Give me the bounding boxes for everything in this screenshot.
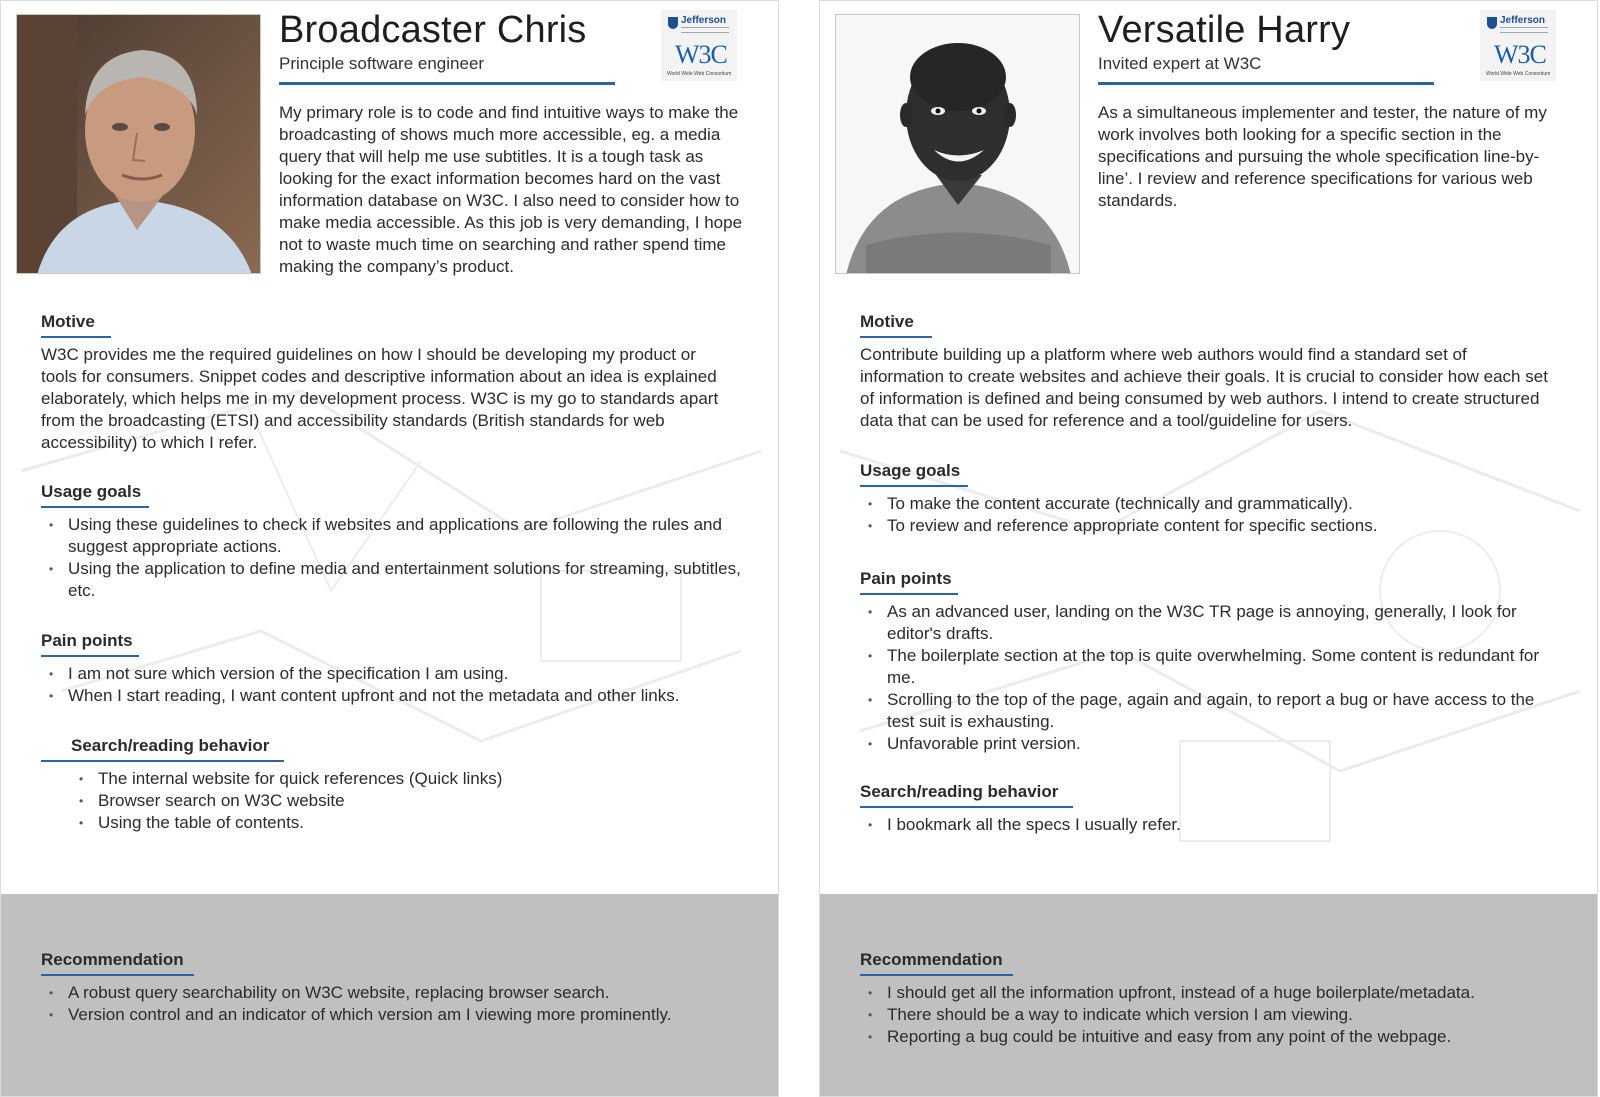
persona-photo — [835, 14, 1080, 274]
pain-points-heading-label: Pain points — [41, 631, 133, 650]
w3c-logo-subtext: World Wide Web Consortium — [667, 71, 732, 77]
persona-photo — [16, 14, 261, 274]
jefferson-logo-icon — [668, 17, 678, 29]
list-item: • Unfavorable print version. — [860, 733, 1560, 755]
usage-goals-list — [41, 514, 741, 602]
heading-underline — [860, 485, 968, 487]
portrait-illustration — [17, 15, 261, 274]
search-behavior-heading — [71, 736, 269, 756]
usage-goals-heading-label: Usage goals — [41, 482, 142, 501]
recommendation-heading-label: Recommendation — [41, 950, 184, 969]
motive-text: Contribute building up a platform where web authors would find a standard set of information to create websites and achieve their goals. It is crucial to consider how each set of information is defined and being consumed by web authors. I intend to create structured data that can be used for reference and a tool/guideline for users. — [860, 345, 1548, 430]
persona-intro: As a simultaneous implementer and tester, the nature of my work involves both looking for a specific section in the specifications and pursuing the whole specification line-by-line’. I review and reference specifications for various web standards. — [1098, 103, 1547, 210]
w3c-logo-subtext: World Wide Web Consortium — [1486, 71, 1551, 77]
list-item: • I am not sure which version of the specification I am using. — [41, 663, 761, 685]
list-item: • The internal website for quick references (Quick links) — [71, 768, 671, 790]
jefferson-logo-text: Jefferson — [1500, 15, 1546, 26]
recommendation-heading — [41, 950, 194, 976]
pain-points-heading — [860, 569, 958, 595]
heading-underline — [860, 806, 1073, 808]
motive-heading — [860, 312, 932, 338]
persona-intro: My primary role is to code and find intuitive ways to make the broadcasting of shows much more accessible, eg. a media query that will help me use subtitles. It is a tough task as looking for the exact information becomes hard on the vast information database on W3C. I also need to consider how to make media accessible. As this job is very demanding, I hope not to waste much time on searching and rather spend time making the company’s product. — [279, 103, 743, 276]
usage-goals-heading — [860, 461, 968, 487]
list-item: • As an advanced user, landing on the W3C TR page is annoying, generally, I look for editor's drafts. — [860, 601, 1560, 645]
recommendation-list — [860, 982, 1580, 1048]
w3c-logo-text: W3C — [675, 40, 727, 69]
list-item: • A robust query searchability on W3C website, replacing browser search. — [41, 982, 761, 1004]
heading-underline — [41, 336, 111, 338]
w3c-logo-text: W3C — [1494, 40, 1546, 69]
search-behavior-heading-label: Search/reading behavior — [860, 782, 1059, 801]
list-item: • Scrolling to the top of the page, again and again, to report a bug or have access to the test suit is exhausting. — [860, 689, 1560, 733]
list-item: • Using these guidelines to check if websites and applications are following the rules and suggest appropriate actions. — [41, 514, 741, 558]
usage-goals-heading — [41, 482, 149, 508]
list-item: • When I start reading, I want content upfront and not the metadata and other links. — [41, 685, 761, 707]
jefferson-logo-subtext — [1500, 27, 1548, 33]
motive-heading-label: Motive — [860, 312, 914, 331]
list-item: • There should be a way to indicate which version I am viewing. — [860, 1004, 1580, 1026]
organization-logo — [1480, 10, 1556, 81]
jefferson-logo-icon — [1487, 17, 1497, 29]
search-behavior-list — [71, 768, 671, 834]
search-behavior-heading-label: Search/reading behavior — [71, 736, 270, 755]
pain-points-heading-label: Pain points — [860, 569, 952, 588]
recommendation-list — [41, 982, 761, 1026]
usage-goals-heading-label: Usage goals — [860, 461, 961, 480]
list-item: • Reporting a bug could be intuitive and easy from any point of the webpage. — [860, 1026, 1580, 1048]
list-item: • Using the table of contents. — [71, 812, 671, 834]
list-item: • To review and reference appropriate content for specific sections. — [860, 515, 1560, 537]
list-item: • I should get all the information upfront, instead of a huge boilerplate/metadata. — [860, 982, 1580, 1004]
jefferson-logo-subtext — [681, 27, 729, 33]
title-underline — [279, 82, 615, 85]
heading-underline — [41, 760, 284, 762]
list-item: • To make the content accurate (technically and grammatically). — [860, 493, 1560, 515]
persona-card-harry — [819, 0, 1598, 1097]
persona-role: Invited expert at W3C — [1098, 54, 1262, 73]
search-behavior-heading — [860, 782, 1073, 808]
organization-logo — [661, 10, 737, 81]
pain-points-list — [41, 663, 761, 707]
panel-gap — [779, 0, 819, 1097]
usage-goals-list — [860, 493, 1560, 537]
title-underline — [1098, 82, 1434, 85]
recommendation-heading — [860, 950, 1013, 976]
persona-role: Principle software engineer — [279, 54, 485, 73]
list-item: • The boilerplate section at the top is quite overwhelming. Some content is redundant for me. — [860, 645, 1560, 689]
jefferson-logo-text: Jefferson — [681, 15, 727, 26]
heading-underline — [41, 506, 149, 508]
motive-heading-label: Motive — [41, 312, 95, 331]
pain-points-heading — [41, 631, 139, 657]
list-item: • Version control and an indicator of which version am I viewing more prominently. — [41, 1004, 761, 1026]
recommendation-heading-label: Recommendation — [860, 950, 1003, 969]
list-item: • Using the application to define media and entertainment solutions for streaming, subtitles, etc. — [41, 558, 741, 602]
list-item: • Browser search on W3C website — [71, 790, 671, 812]
pain-points-list — [860, 601, 1560, 755]
heading-underline — [41, 974, 194, 976]
motive-text: W3C provides me the required guidelines on how I should be developing my product or tools for consumers. Snippet codes and descriptive information about an idea is explained elaborately, which helps me in my development process. W3C is my go to standards apart from the broadcasting (ETSI) and accessibility standards (British standards for web accessibility) to which I refer. — [41, 345, 719, 452]
portrait-illustration — [836, 15, 1080, 274]
search-behavior-list — [860, 814, 1560, 836]
heading-underline — [860, 336, 932, 338]
list-item: • I bookmark all the specs I usually refer. — [860, 814, 1560, 836]
motive-heading — [41, 312, 111, 338]
persona-name: Versatile Harry — [1098, 9, 1351, 51]
heading-underline — [860, 593, 958, 595]
persona-card-chris — [0, 0, 779, 1097]
heading-underline — [860, 974, 1013, 976]
heading-underline — [41, 655, 139, 657]
persona-name: Broadcaster Chris — [279, 9, 587, 51]
